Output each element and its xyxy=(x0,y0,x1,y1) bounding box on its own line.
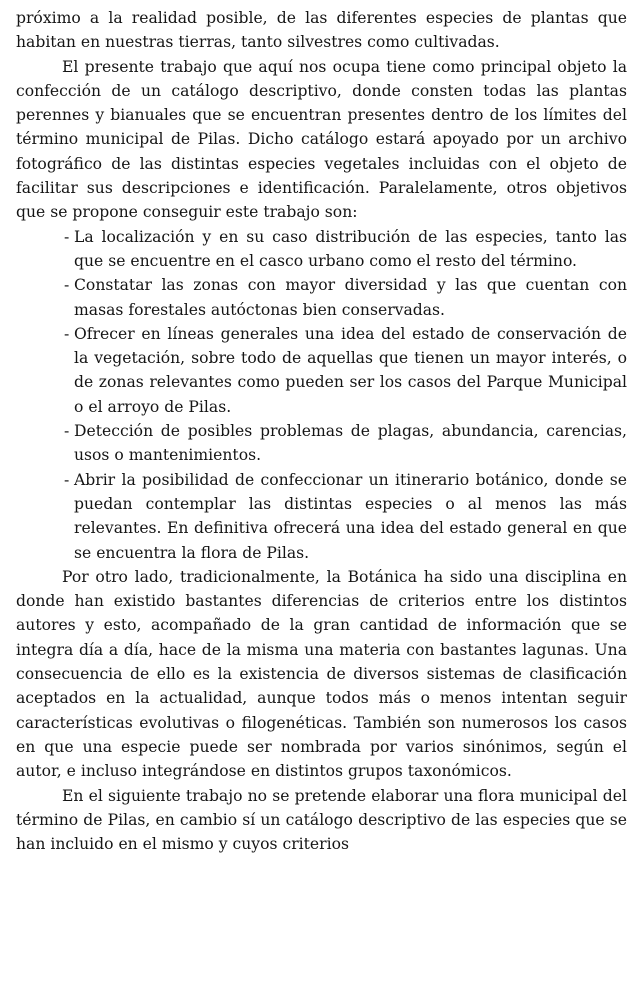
paragraph-scope: En el siguiente trabajo no se pretende elaborar una flora municipal del término de Pilas, en cambio sí un catálogo descriptivo de las especies que se han incluido en el mismo y cuyos criterios xyxy=(16,786,627,854)
list-item xyxy=(16,322,627,419)
list-item-text: Constatar las zonas con mayor diversidad y las que cuentan con masas forestales autóctonas bien conservadas. xyxy=(74,276,627,319)
paragraph-botany-criteria: Por otro lado, tradicionalmente, la Botánica ha sido una disciplina en donde han existido bastantes diferencias de criterios entre los distintos autores y esto, acompañado de la gran cantidad de información que se integra día a día, hace de la misma una materia con bastantes lagunas. Una consecuencia de ello es la existencia de diversos sistemas de clasificación aceptados en la actualidad, aunque todos más o menos intentan seguir características evolutivas o filogenéticas. También son numerosos los casos en que una especie puede ser nombrada por varios sinónimos, según el autor, e incluso integrándose en distintos grupos taxonómicos. xyxy=(16,567,627,781)
list-item-text: Ofrecer en líneas generales una idea del estado de conservación de la vegetación, sobre todo de aquellas que tienen un mayor interés, o de zonas relevantes como pueden ser los casos del Parque Municipal o el arroyo de Pilas. xyxy=(74,324,627,416)
objectives-list xyxy=(16,225,627,565)
list-item xyxy=(16,419,627,468)
list-dash: - xyxy=(64,422,70,441)
paragraph-continuation: próximo a la realidad posible, de las diferentes especies de plantas que habitan en nuestras tierras, tanto silvestres como cultivadas. xyxy=(16,9,627,52)
paragraph-objectives-intro: El presente trabajo que aquí nos ocupa tiene como principal objeto la confección de un catálogo descriptivo, donde consten todas las plantas perennes y bianuales que se encuentran presentes dentro de los límites del término municipal de Pilas. Dicho catálogo estará apoyado por un archivo fotográfico de las distintas especies vegetales incluidas con el objeto de facilitar sus descripciones e identificación. Paralelamente, otros objetivos que se propone conseguir este trabajo son: xyxy=(16,57,627,222)
list-item xyxy=(16,468,627,565)
list-dash: - xyxy=(64,470,70,489)
list-dash: - xyxy=(64,324,70,343)
list-item-text: Detección de posibles problemas de plagas, abundancia, carencias, usos o mantenimientos. xyxy=(74,422,627,465)
list-item-text: Abrir la posibilidad de confeccionar un itinerario botánico, donde se puedan contemplar las distintas especies o al menos las más relevantes. En definitiva ofrecerá una idea del estado general en que se encuentra la flora de Pilas. xyxy=(74,470,627,562)
list-item-text: La localización y en su caso distribución de las especies, tanto las que se encuentre en el casco urbano como el resto del término. xyxy=(74,227,627,270)
list-dash: - xyxy=(64,276,70,295)
list-item xyxy=(16,225,627,274)
list-dash: - xyxy=(64,227,70,246)
list-item xyxy=(16,273,627,322)
